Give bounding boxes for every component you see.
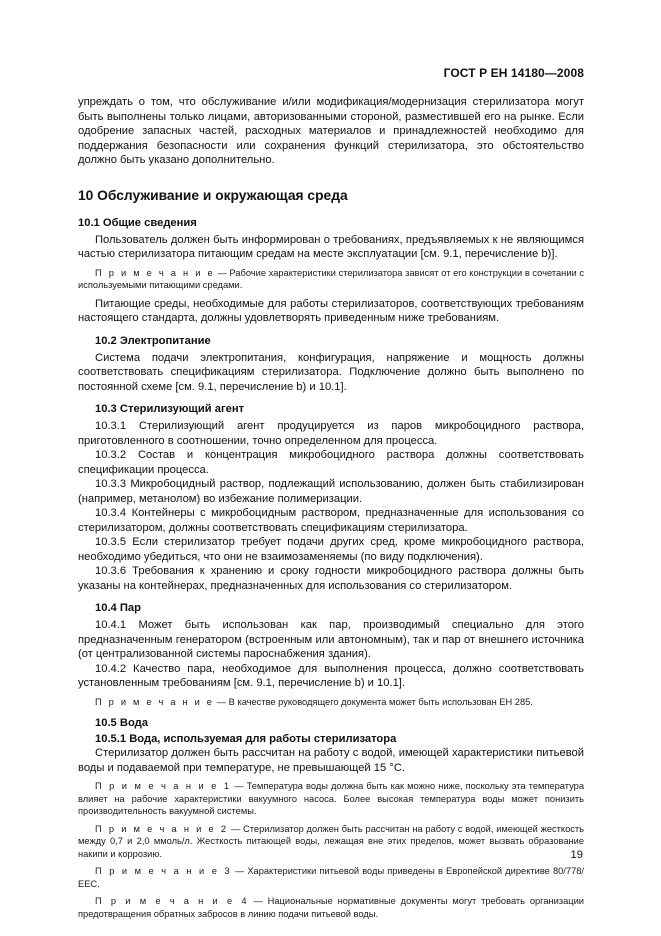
page-content: [78, 95, 584, 920]
section-10-4-1: 10.4.1 Может быть использован как пар, производимый специально для этого предназначенным генератором (встроенным или автономным), так и пар от внешнего источника (от централизованной системы парoснабжения здания).: [78, 619, 584, 660]
section-10-3-5: 10.3.5 Если стерилизатор требует подачи других сред, кроме микробоцидного раствора, необходимо убедиться, что они не взаимозаменяемы (по виду подключения).: [78, 536, 584, 563]
section-10-2-paragraph-1: Система подачи электропитания, конфигурация, напряжение и мощность должны соответствовать спецификациям стерилизатора. Подключение должно быть выполнено по постоянной схеме [см. 9.1, перечисление b) и 10.1].: [78, 351, 584, 393]
section-10-5-1-title: 10.5.1 Вода, используемая для работы стерилизатора: [95, 733, 397, 745]
section-10-5-title: 10.5 Вода: [95, 717, 148, 729]
section-10-3-6: 10.3.6 Требования к хранению и сроку годности микробоцидного раствора должны быть указаны на контейнерах, предназначенных для использования со стерилизатором.: [78, 565, 584, 592]
page-number: 19: [570, 849, 583, 861]
note-label: П р и м е ч а н и е 2: [95, 823, 229, 834]
water-note-2: [78, 823, 584, 861]
section-10-5-1-paragraph: Стерилизатор должен быть рассчитан на работу с водой, имеющей характеристики питьевой воды и подаваемой при температуре, не превышающей 15 °С.: [78, 747, 584, 774]
note-label: П р и м е ч а н и е 4: [95, 896, 249, 906]
water-note-4: [78, 895, 584, 920]
note-text: — Национальные нормативные документы могут требовать организации предотвращения обратных забросов в линию подачи питьевой воды.: [78, 896, 585, 919]
note-label: П р и м е ч а н и е 3: [95, 866, 232, 876]
water-note-3: [78, 865, 584, 890]
document-header: ГОСТ Р ЕН 14180—2008: [443, 66, 584, 80]
section-10-3-2: 10.3.2 Состав и концентрация микробоцидного раствора должны соответствовать спецификации процесса.: [78, 449, 584, 476]
note-text: — В качестве руководящего документа может быть использован ЕН 285.: [214, 696, 533, 707]
section-10-3-4: 10.3.4 Контейнеры с микробоцидным раствором, предназначенные для использования со стерилизатором, должны соответствовать спецификациям стерилизатора.: [78, 507, 584, 534]
note-text: — Стерилизатор должен быть рассчитан на работу с водой, имеющей жесткость между 0,7 и 2,0 ммоль/л. Жесткость питающей воды, лежащая вне этих пределов, может вызвать образование накипи и коррозию.: [78, 823, 584, 859]
note-text: — Рабочие характеристики стерилизатора зависят от его конструкции в сочетании с используемыми питающими средами.: [78, 267, 585, 290]
section-10-4-title: 10.4 Пар: [95, 602, 141, 614]
note-text: — Температура воды должна быть как можно ниже, поскольку эта температура влияет на рабочие характеристики вакуумного насоса. Более высокая температура воды может понизить производительность вакуумной системы.: [78, 781, 584, 816]
note-label: П р и м е ч а н и е: [95, 696, 215, 707]
note-label: П р и м е ч а н и е 1: [95, 781, 232, 791]
section-10-1-note: [78, 267, 584, 292]
section-10-1-paragraph-1: Пользователь должен быть информирован о требованиях, предъявляемых к не являющимся частью стерилизатора питающим средам на месте эксплуатации [см. 9.1, перечисление b)].: [78, 233, 584, 260]
water-note-1: [78, 780, 584, 818]
section-10-3-1: 10.3.1 Стерилизующий агент продуцируется из паров микробоцидного раствора, приготовленного в соотношении, точно определенном для процесса.: [78, 420, 584, 447]
section-10-1-title: 10.1 Общие сведения: [78, 216, 197, 229]
note-text: — Характеристики питьевой воды приведены в Европейской директиве 80/778/ЕЕС.: [78, 866, 584, 889]
section-10-4-2: 10.4.2 Качество пара, необходимое для выполнения процесса, должно соответствовать установленным требованиям [см. 9.1, перечисление b) и 10.1].: [78, 662, 584, 689]
section-10-3-title: 10.3 Стерилизующий агент: [95, 403, 245, 415]
note-label: П р и м е ч а н и е: [95, 267, 215, 278]
section-10-3-3: 10.3.3 Микробоцидный раствор, подлежащий использованию, должен быть стабилизирован (например, метанолом) во избежание полимеризации.: [78, 478, 584, 505]
section-10-4-note: [78, 696, 584, 709]
section-10-2-title: 10.2 Электропитание: [95, 334, 211, 347]
intro-paragraph: упреждать о том, что обслуживание и/или модификация/модернизация стерилизатора могут быть выполнены только лицами, авторизованными стороной, разместившей его на рынке. Если одобрение запасных частей, расходных материалов и принадлежностей необходимо для поддержания безопасности или сохранения функций стерилизатора, это обстоятельство должно быть указано дополнительно.: [78, 96, 584, 166]
section-10-title: 10 Обслуживание и окружающая среда: [78, 187, 348, 203]
section-10-1-paragraph-2: Питающие среды, необходимые для работы стерилизаторов, соответствующих требованиям настоящего стандарта, должны удовлетворять приведенным ниже требованиям.: [78, 297, 584, 324]
